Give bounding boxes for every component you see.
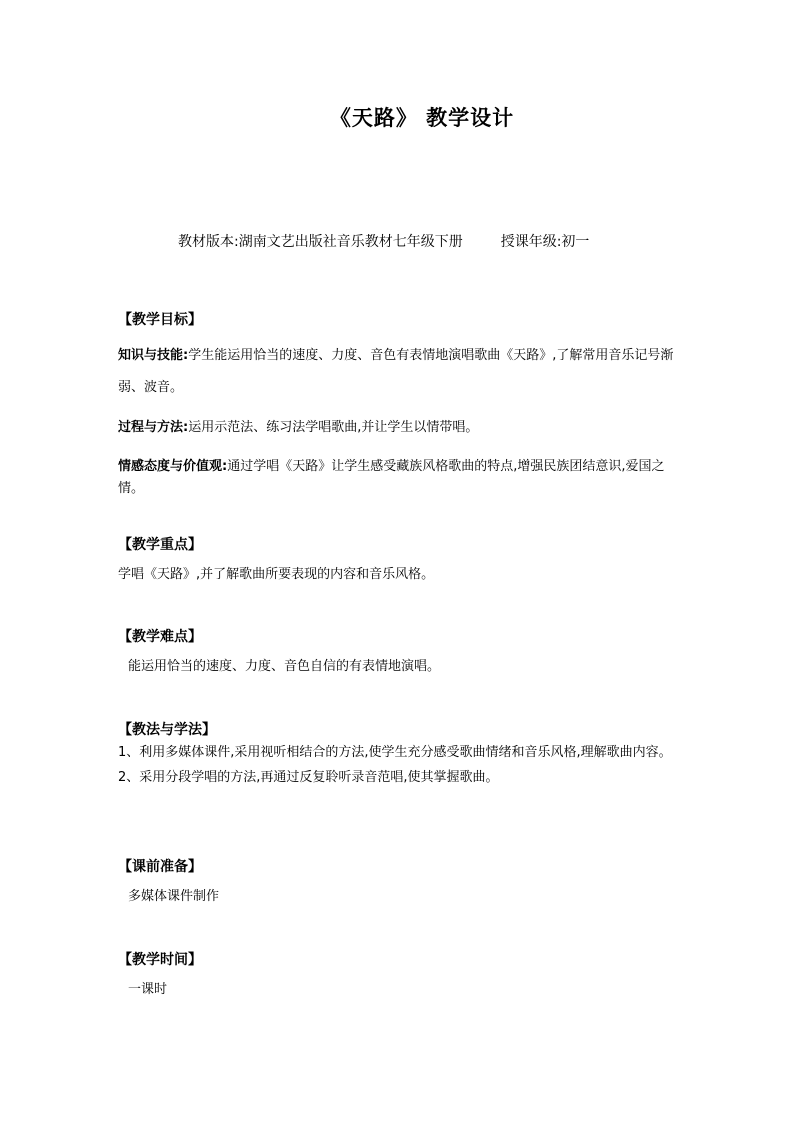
emotion-values: [118, 456, 680, 500]
textbook-version: 教材版本:湖南文艺出版社音乐教材七年级下册: [178, 234, 463, 250]
knowledge-label: 知识与技能:: [118, 348, 189, 363]
emotion-label: 情感态度与价值观:: [118, 459, 228, 474]
methods-item-2: 2、采用分段学唱的方法,再通过反复聆听录音范唱,使其掌握歌曲。: [118, 770, 499, 785]
preparation-text: 多媒体课件制作: [128, 889, 220, 904]
objectives-section: [118, 308, 680, 332]
time-text: 一课时: [128, 982, 168, 997]
key-points-section: [118, 533, 680, 587]
key-points-heading: 【教学重点】: [118, 537, 202, 553]
document-title: 《天路》 教学设计: [329, 106, 515, 130]
knowledge-text: 学生能运用恰当的速度、力度、音色有表情地演唱歌曲《天路》,了解常用音乐记号渐弱、波音。: [118, 348, 674, 395]
key-points-text: 学唱《天路》,并了解歌曲所要表现的内容和音乐风格。: [118, 567, 435, 582]
process-label: 过程与方法:: [118, 420, 189, 435]
knowledge-skills: [118, 340, 680, 404]
preparation-section: [118, 855, 680, 909]
time-section: [118, 948, 680, 1002]
grade-level: 授课年级:初一: [500, 234, 590, 250]
difficulties-section: [118, 625, 680, 679]
process-text: 运用示范法、练习法学唱歌曲,并让学生以情带唱。: [188, 420, 479, 435]
meta-line: [178, 231, 589, 251]
objectives-heading: 【教学目标】: [118, 312, 202, 328]
methods-item-1: 1、利用多媒体课件,采用视听相结合的方法,使学生充分感受歌曲情绪和音乐风格,理解歌曲内容。: [118, 745, 672, 760]
methods-heading: 【教法与学法】: [118, 722, 216, 738]
difficulties-text: 能运用恰当的速度、力度、音色自信的有表情地演唱。: [128, 659, 441, 674]
preparation-heading: 【课前准备】: [118, 859, 202, 875]
difficulties-heading: 【教学难点】: [118, 629, 202, 645]
emotion-text: 通过学唱《天路》让学生感受藏族风格歌曲的特点,增强民族团结意识,爱国之情。: [118, 459, 665, 496]
time-heading: 【教学时间】: [118, 952, 202, 968]
process-methods: [118, 416, 680, 440]
methods-section: [118, 718, 680, 790]
